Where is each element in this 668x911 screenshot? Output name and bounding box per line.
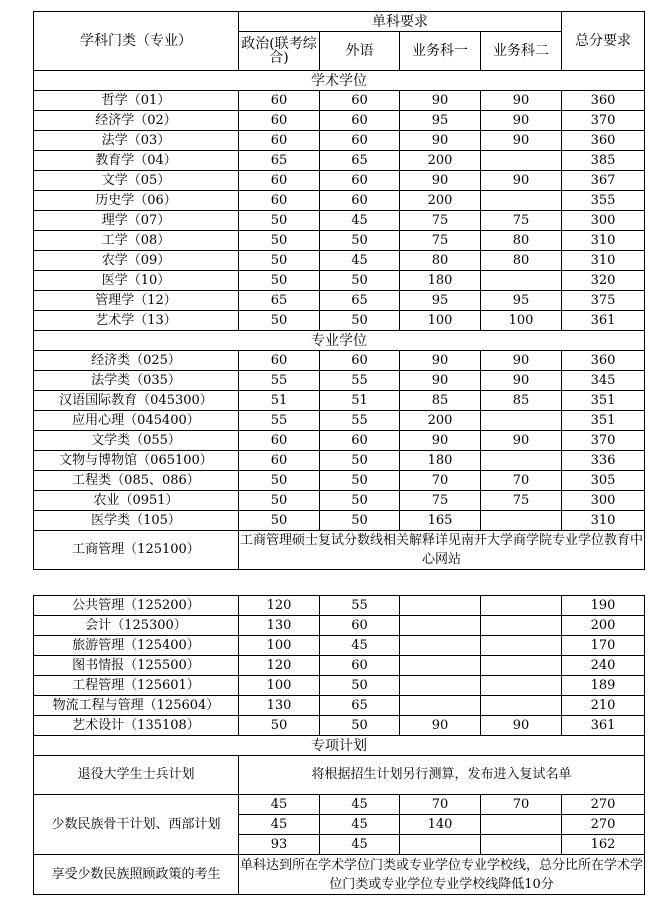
section-professional: 专业学位 — [34, 331, 645, 351]
table-cell: 45 — [320, 795, 400, 815]
table-row — [34, 151, 645, 171]
table-cell-total: 310 — [562, 231, 645, 251]
table-cell-s2: 85 — [481, 391, 562, 411]
table-cell-total: 310 — [562, 251, 645, 271]
table-cell-lang: 50 — [320, 491, 400, 511]
table-row — [34, 676, 645, 696]
table-cell-politics: 60 — [239, 131, 320, 151]
table-cell-politics: 60 — [239, 451, 320, 471]
table-cell-total: 370 — [562, 431, 645, 451]
table-cell-s2: 90 — [481, 716, 562, 736]
table-row — [34, 471, 645, 491]
table-cell: 140 — [400, 815, 481, 835]
table-cell-total: 320 — [562, 271, 645, 291]
academic-rows — [34, 91, 645, 331]
table-cell-politics: 60 — [239, 171, 320, 191]
table-cell-s1: 85 — [400, 391, 481, 411]
table-cell-total: 361 — [562, 311, 645, 331]
table-row-name: 工学（08） — [34, 231, 239, 251]
table-cell-total: 300 — [562, 491, 645, 511]
table-row-name: 图书情报（125500） — [34, 656, 239, 676]
table-row-name: 工程管理（125601） — [34, 676, 239, 696]
table-cell-s1: 95 — [400, 111, 481, 131]
minority-plan-name: 少数民族骨干计划、西部计划 — [34, 795, 239, 855]
table-row-name: 农业（0951） — [34, 491, 239, 511]
table-cell-politics: 130 — [239, 696, 320, 716]
table-cell-total: 170 — [562, 636, 645, 656]
table-row — [34, 171, 645, 191]
table-row — [34, 111, 645, 131]
table-cell-s1 — [400, 636, 481, 656]
table-cell-s2: 90 — [481, 171, 562, 191]
header-single-subject: 单科要求 — [239, 12, 562, 32]
table-cell: 45 — [320, 835, 400, 855]
table-cell-s1: 80 — [400, 251, 481, 271]
table-row-name: 汉语国际教育（045300） — [34, 391, 239, 411]
table-cell-s1: 75 — [400, 211, 481, 231]
table-cell-total: 360 — [562, 351, 645, 371]
professional-rows-2 — [34, 596, 645, 736]
table-cell-s1: 95 — [400, 291, 481, 311]
table-cell-s1: 90 — [400, 171, 481, 191]
table-cell-politics: 55 — [239, 371, 320, 391]
table-cell-s2: 90 — [481, 371, 562, 391]
table-cell-politics: 60 — [239, 111, 320, 131]
table-cell-s1: 75 — [400, 231, 481, 251]
professional-rows — [34, 351, 645, 531]
table-cell-s2: 90 — [481, 431, 562, 451]
table-cell-s2: 100 — [481, 311, 562, 331]
table-cell-lang: 50 — [320, 676, 400, 696]
table-cell-total: 336 — [562, 451, 645, 471]
table-cell-lang: 60 — [320, 111, 400, 131]
table-cell-politics: 50 — [239, 211, 320, 231]
table-row-name: 工商管理（125100） — [34, 531, 239, 570]
table-row — [34, 596, 645, 616]
table-cell-total: 210 — [562, 696, 645, 716]
table-cell-politics: 50 — [239, 271, 320, 291]
table-cell-total: 351 — [562, 411, 645, 431]
table-cell-lang: 60 — [320, 656, 400, 676]
table-row-name: 会计（125300） — [34, 616, 239, 636]
table-cell-s2: 95 — [481, 291, 562, 311]
table-row — [34, 271, 645, 291]
table-row-name: 理学（07） — [34, 211, 239, 231]
table-cell-s1: 180 — [400, 451, 481, 471]
table-cell-lang: 51 — [320, 391, 400, 411]
table-cell-lang: 65 — [320, 291, 400, 311]
table-cell-s2: 75 — [481, 211, 562, 231]
table-cell: 45 — [239, 795, 320, 815]
table-cell-politics: 130 — [239, 616, 320, 636]
header-discipline: 学科门类（专业） — [34, 12, 239, 71]
table-cell-politics: 50 — [239, 311, 320, 331]
table-cell-politics: 50 — [239, 491, 320, 511]
table-cell-politics: 100 — [239, 636, 320, 656]
table-cell-s2 — [481, 151, 562, 171]
table-row-name: 哲学（01） — [34, 91, 239, 111]
table-cell-s2: 70 — [481, 471, 562, 491]
table-cell-s2 — [481, 696, 562, 716]
table-cell: 70 — [400, 795, 481, 815]
table-row-name: 文物与博物馆（065100） — [34, 451, 239, 471]
table-row-name: 历史学（06） — [34, 191, 239, 211]
table-cell-total: 189 — [562, 676, 645, 696]
table-cell-politics: 60 — [239, 351, 320, 371]
table-cell-s1 — [400, 656, 481, 676]
table-cell-s1 — [400, 596, 481, 616]
table-cell-lang: 60 — [320, 91, 400, 111]
table-row-name: 艺术设计（135108） — [34, 716, 239, 736]
table-row — [34, 431, 645, 451]
table-cell-s1: 200 — [400, 151, 481, 171]
table-cell: 45 — [239, 815, 320, 835]
table-cell-s1: 90 — [400, 716, 481, 736]
table-row — [34, 371, 645, 391]
table-row-name: 工程类（085、086） — [34, 471, 239, 491]
table-cell-politics: 65 — [239, 291, 320, 311]
table-cell: 45 — [320, 815, 400, 835]
table-cell-s1: 200 — [400, 191, 481, 211]
table-cell-lang: 50 — [320, 271, 400, 291]
table-row — [34, 191, 645, 211]
table-row — [34, 291, 645, 311]
table-cell-politics: 55 — [239, 411, 320, 431]
header-foreign-language: 外语 — [320, 32, 400, 71]
table-row-name: 旅游管理（125400） — [34, 636, 239, 656]
header-subject-two: 业务科二 — [481, 32, 562, 71]
table-row — [34, 311, 645, 331]
table-row-name: 法学（03） — [34, 131, 239, 151]
table-cell-lang: 60 — [320, 431, 400, 451]
table-cell — [481, 815, 562, 835]
table-cell — [400, 835, 481, 855]
veterans-plan-note: 将根据招生计划另行测算，发布进入复试名单 — [239, 756, 645, 795]
table-row-name: 管理学（12） — [34, 291, 239, 311]
table-cell-lang: 60 — [320, 131, 400, 151]
table-row — [34, 91, 645, 111]
table-row-name: 应用心理（045400） — [34, 411, 239, 431]
table-cell-s2: 90 — [481, 91, 562, 111]
table-cell-politics: 50 — [239, 251, 320, 271]
table-cell-s1: 90 — [400, 371, 481, 391]
table-row-name: 教育学（04） — [34, 151, 239, 171]
table-cell-politics: 50 — [239, 231, 320, 251]
table-cell-s1: 165 — [400, 511, 481, 531]
section-academic: 学术学位 — [34, 71, 645, 91]
table-row — [34, 451, 645, 471]
table-cell-lang: 50 — [320, 311, 400, 331]
table-cell-lang: 50 — [320, 511, 400, 531]
table-cell-lang: 55 — [320, 411, 400, 431]
table-cell-total: 360 — [562, 91, 645, 111]
table-cell-lang: 50 — [320, 231, 400, 251]
table-row-name: 医学（10） — [34, 271, 239, 291]
table-cell-politics: 60 — [239, 431, 320, 451]
table-cell-politics: 50 — [239, 716, 320, 736]
table-cell-s2 — [481, 451, 562, 471]
table-cell-s1 — [400, 676, 481, 696]
table-cell-lang: 50 — [320, 471, 400, 491]
table-cell-s2 — [481, 511, 562, 531]
table-row-name: 物流工程与管理（125604） — [34, 696, 239, 716]
table-cell-lang: 60 — [320, 351, 400, 371]
table-cell-s2 — [481, 596, 562, 616]
table-row-name: 法学类（035） — [34, 371, 239, 391]
table-cell-total: 240 — [562, 656, 645, 676]
table-row — [34, 636, 645, 656]
table-cell-s2: 80 — [481, 251, 562, 271]
table-cell-s2 — [481, 411, 562, 431]
table-cell-total: 385 — [562, 151, 645, 171]
table-row — [34, 696, 645, 716]
table-cell-s1: 200 — [400, 411, 481, 431]
table-row-name: 文学（05） — [34, 171, 239, 191]
table-row — [34, 511, 645, 531]
table-row — [34, 351, 645, 371]
table-cell-lang: 60 — [320, 616, 400, 636]
table-cell-total: 370 — [562, 111, 645, 131]
score-requirements-table-continued — [33, 595, 645, 895]
table-cell-total: 310 — [562, 511, 645, 531]
table-cell-lang: 65 — [320, 696, 400, 716]
table-row-name: 医学类（105） — [34, 511, 239, 531]
table-cell-s2 — [481, 271, 562, 291]
table-cell — [481, 835, 562, 855]
table-cell-s1: 90 — [400, 431, 481, 451]
table-row — [34, 491, 645, 511]
table-cell-total: 375 — [562, 291, 645, 311]
veterans-plan-name: 退役大学生士兵计划 — [34, 756, 239, 795]
table-cell-s2: 80 — [481, 231, 562, 251]
table-row-name: 公共管理（125200） — [34, 596, 239, 616]
table-cell-s2 — [481, 656, 562, 676]
header-subject-one: 业务科一 — [400, 32, 481, 71]
table-cell-s1: 70 — [400, 471, 481, 491]
table-cell-total: 300 — [562, 211, 645, 231]
table-cell-s2 — [481, 191, 562, 211]
table-cell-lang: 50 — [320, 716, 400, 736]
table-cell-politics: 50 — [239, 511, 320, 531]
table-cell-lang: 45 — [320, 636, 400, 656]
business-admin-note: 工商管理硕士复试分数线相关解释详见南开大学商学院专业学位教育中心网站 — [239, 531, 645, 570]
table-cell-politics: 120 — [239, 596, 320, 616]
table-cell-politics: 60 — [239, 191, 320, 211]
table-cell-s2: 90 — [481, 111, 562, 131]
table-cell-politics: 65 — [239, 151, 320, 171]
table-cell-s1: 90 — [400, 351, 481, 371]
table-cell-lang: 60 — [320, 171, 400, 191]
table-row — [34, 411, 645, 431]
table-cell-s2 — [481, 616, 562, 636]
table-cell-s2: 75 — [481, 491, 562, 511]
table-cell: 70 — [481, 795, 562, 815]
table-row-name: 经济类（025） — [34, 351, 239, 371]
table-cell-s1: 180 — [400, 271, 481, 291]
table-cell: 270 — [562, 795, 645, 815]
table-cell-lang: 45 — [320, 211, 400, 231]
table-cell-lang: 55 — [320, 371, 400, 391]
table-cell-s2 — [481, 676, 562, 696]
table-cell-s2: 90 — [481, 131, 562, 151]
table-cell: 93 — [239, 835, 320, 855]
table-cell-politics: 51 — [239, 391, 320, 411]
table-cell-s1: 90 — [400, 131, 481, 151]
table-row — [34, 716, 645, 736]
table-cell-lang: 60 — [320, 191, 400, 211]
table-cell-total: 360 — [562, 131, 645, 151]
table-cell-politics: 50 — [239, 471, 320, 491]
table-row — [34, 131, 645, 151]
table-cell-lang: 55 — [320, 596, 400, 616]
table-cell-lang: 45 — [320, 251, 400, 271]
table-row — [34, 656, 645, 676]
ethnic-policy-name: 享受少数民族照顾政策的考生 — [34, 855, 239, 895]
header-politics: 政治(联考综合) — [239, 32, 320, 71]
ethnic-policy-note: 单科达到所在学术学位门类或专业学位专业学校线，总分比所在学术学位门类或专业学位专业学校线降低10分 — [239, 855, 645, 895]
table-cell-politics: 60 — [239, 91, 320, 111]
table-cell-lang: 65 — [320, 151, 400, 171]
table-cell-total: 367 — [562, 171, 645, 191]
table-cell-total: 305 — [562, 471, 645, 491]
table-cell-s1: 75 — [400, 491, 481, 511]
table-cell: 270 — [562, 815, 645, 835]
table-cell-s2 — [481, 636, 562, 656]
table-cell: 162 — [562, 835, 645, 855]
table-cell-total: 200 — [562, 616, 645, 636]
table-row — [34, 616, 645, 636]
table-cell-politics: 100 — [239, 676, 320, 696]
table-cell-s1 — [400, 616, 481, 636]
table-cell-total: 355 — [562, 191, 645, 211]
table-cell-s1 — [400, 696, 481, 716]
table-row — [34, 211, 645, 231]
table-row-name: 艺术学（13） — [34, 311, 239, 331]
section-special: 专项计划 — [34, 736, 645, 756]
table-row — [34, 251, 645, 271]
table-row-name: 农学（09） — [34, 251, 239, 271]
table-cell-s1: 90 — [400, 91, 481, 111]
table-row-name: 经济学（02） — [34, 111, 239, 131]
table-cell-politics: 120 — [239, 656, 320, 676]
table-cell-total: 190 — [562, 596, 645, 616]
table-cell-s2: 90 — [481, 351, 562, 371]
score-requirements-table — [33, 11, 645, 570]
table-row — [34, 231, 645, 251]
table-cell-lang: 50 — [320, 451, 400, 471]
table-row — [34, 391, 645, 411]
table-row-name: 文学类（055） — [34, 431, 239, 451]
table-cell-total: 361 — [562, 716, 645, 736]
header-total: 总分要求 — [562, 12, 645, 71]
table-cell-total: 351 — [562, 391, 645, 411]
table-cell-s1: 100 — [400, 311, 481, 331]
table-cell-total: 345 — [562, 371, 645, 391]
